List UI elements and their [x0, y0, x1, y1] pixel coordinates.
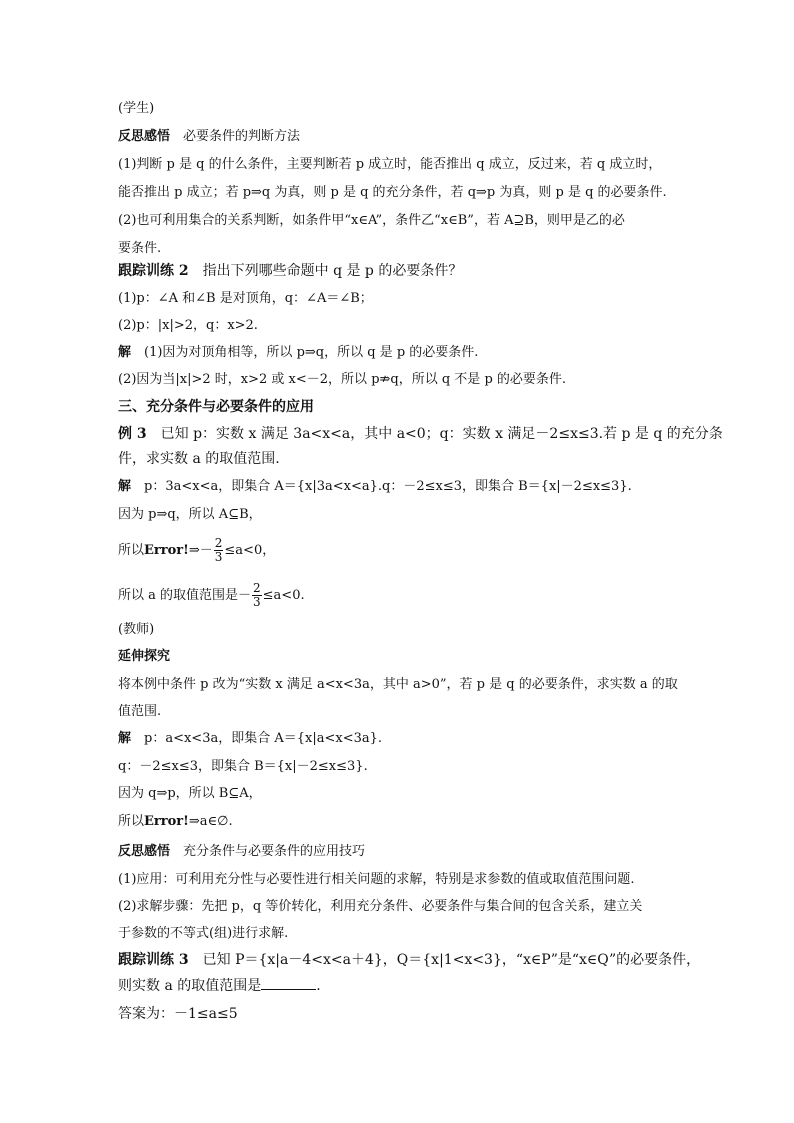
text-line: 因为 q⇒p，所以 B⊆A， — [118, 786, 262, 801]
text-line: (1)应用：可利用充分性与必要性进行相关问题的求解，特别是求参数的值或取值范围问题. — [118, 872, 635, 887]
fill-blank-end: . — [316, 978, 321, 994]
fraction-numerator: 2 — [253, 581, 261, 595]
example-3-label: 例 3 — [118, 426, 147, 442]
fraction-denominator: 3 — [253, 595, 261, 609]
practice-3-label: 跟踪训练 3 — [118, 952, 189, 968]
reflection-title: 充分条件与必要条件的应用技巧 — [170, 844, 366, 859]
practice-2-question: 指出下列哪些命题中 q 是 p 的必要条件？ — [188, 263, 463, 279]
formula-line — [118, 582, 305, 609]
fill-blank-text: 则实数 a 的取值范围是 — [118, 978, 262, 994]
text-line: (1)判断 p 是 q 的什么条件，主要判断若 p 成立时，能否推出 q 成立，反过来，若 q 成立时， — [118, 157, 662, 172]
example-3-text: 已知 p：实数 x 满足 3a<x<a，其中 a<0；q：实数 x 满足－2≤x≤3.若 p 是 q 的充分条 — [146, 426, 723, 442]
formula-suffix: ≤a<0. — [262, 588, 305, 603]
formula-suffix: ⇒a∈∅. — [188, 814, 233, 829]
practice-3-heading — [118, 951, 700, 969]
formula-line — [118, 813, 233, 831]
practice-2-heading — [118, 262, 462, 280]
solution-label: 解 — [118, 731, 132, 746]
fraction — [252, 582, 262, 609]
text-line: (2)求解步骤：先把 p，q 等价转化，利用充分条件、必要条件与集合间的包含关系，建立关 — [118, 899, 643, 914]
solution-label: 解 — [118, 479, 132, 494]
teacher-label: (教师) — [118, 622, 155, 637]
solution-line — [118, 730, 382, 748]
solution-line — [118, 344, 478, 362]
solution-line — [118, 478, 632, 496]
error-field: Error! — [144, 814, 189, 829]
solution-text: (1)因为对顶角相等，所以 p⇒q，所以 q 是 p 的必要条件. — [131, 345, 479, 360]
reflection-heading-2 — [118, 843, 365, 861]
text-line: (2)因为当|x|>2 时，x>2 或 x<－2，所以 p⇏q，所以 q 不是 p 的必要条件. — [118, 372, 567, 387]
solution-text: p：a<x<3a，即集合 A＝{x|a<x<3a}. — [131, 731, 383, 746]
text-line: (2)也可利用集合的关系判断，如条件甲“x∈A”，条件乙“x∈B”，若 A⊇B，则甲是乙的必 — [118, 213, 625, 228]
text-line: (2)p：|x|>2，q：x>2. — [118, 318, 258, 333]
formula-suffix: ≤a<0， — [224, 543, 276, 558]
example-3-heading — [118, 425, 723, 443]
solution-text: p：3a<x<a，即集合 A＝{x|3a<x<a}.q：－2≤x≤3，即集合 B＝{x|－2≤x≤3}. — [131, 479, 632, 494]
answer-line: 答案为：－1≤a≤5 — [118, 1006, 238, 1022]
practice-3-question: 已知 P＝{x|a－4<x<a＋4}，Q＝{x|1<x<3}，“x∈P”是“x∈Q”的必要条件， — [188, 952, 701, 968]
text-line: q：－2≤x≤3，即集合 B＝{x|－2≤x≤3}. — [118, 759, 368, 774]
formula-prefix: 所以 — [118, 543, 145, 558]
formula-prefix: 所以 — [118, 814, 145, 829]
reflection-heading-1 — [118, 128, 300, 146]
fill-blank-line — [118, 977, 321, 995]
reflection-label: 反思感悟 — [118, 844, 171, 859]
error-field: Error! — [144, 543, 189, 558]
text-line: 能否推出 p 成立；若 p⇒q 为真，则 p 是 q 的充分条件，若 q⇒p 为真，则 p 是 q 的必要条件. — [118, 185, 667, 200]
formula-prefix: 所以 a 的取值范围是－ — [118, 588, 252, 603]
text-line: 要条件. — [118, 241, 162, 256]
solution-label: 解 — [118, 345, 132, 360]
answer-blank — [261, 977, 316, 990]
text-line: 件，求实数 a 的取值范围. — [118, 451, 280, 467]
text-line: 因为 p⇒q，所以 A⊆B， — [118, 507, 262, 522]
fraction — [214, 537, 224, 564]
practice-2-label: 跟踪训练 2 — [118, 263, 189, 279]
reflection-label: 反思感悟 — [118, 129, 171, 144]
formula-line — [118, 537, 275, 564]
fraction-denominator: 3 — [214, 550, 223, 564]
text-line: 于参数的不等式(组)进行求解. — [118, 926, 289, 941]
section-heading: 三、充分条件与必要条件的应用 — [118, 399, 314, 415]
formula-arrow: ⇒－ — [188, 543, 213, 558]
reflection-title: 必要条件的判断方法 — [170, 129, 301, 144]
text-line: 将本例中条件 p 改为“实数 x 满足 a<x<3a，其中 a>0”，若 p 是 q 的必要条件，求实数 a 的取 — [118, 677, 678, 692]
extension-heading: 延伸探究 — [118, 649, 171, 664]
student-label: (学生) — [118, 101, 155, 116]
text-line: (1)p：∠A 和∠B 是对顶角，q：∠A＝∠B； — [118, 291, 373, 306]
fraction-numerator: 2 — [214, 536, 223, 550]
text-line: 值范围. — [118, 704, 162, 719]
